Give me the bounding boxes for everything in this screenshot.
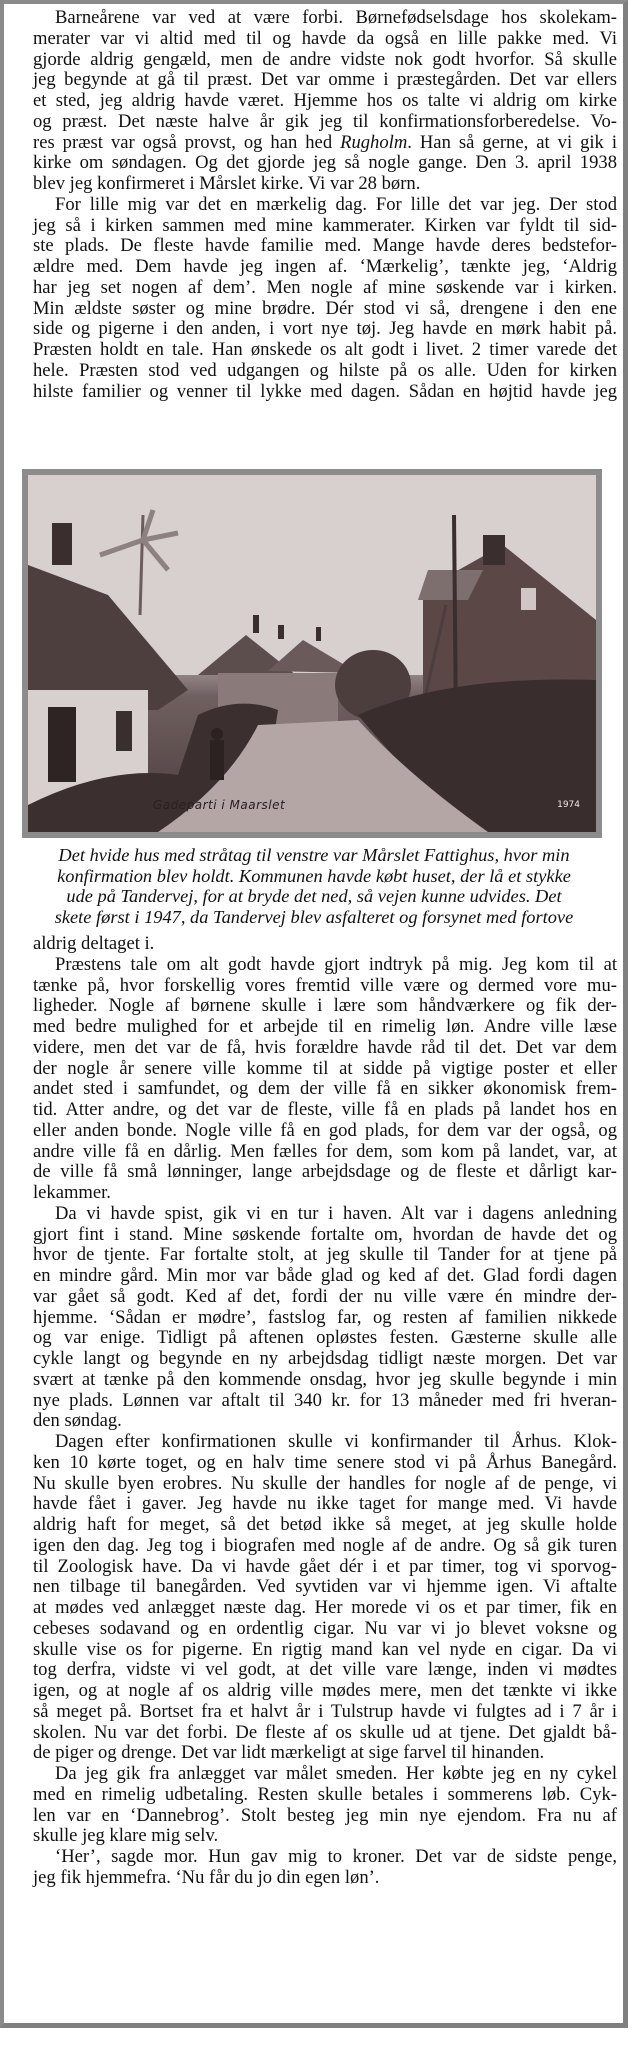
text-line: den søndag. bbox=[33, 1410, 122, 1432]
text-line: de ville få små lønninger, lange arbejdsdage og de fleste et dårligt kar- bbox=[33, 1161, 617, 1183]
text-line: side og pigerne i den anden, i vort nye tøj. Jeg havde en mørk habit på. bbox=[33, 318, 617, 340]
text-line: merater var vi altid med til og havde da også en lille pakke med. Vi bbox=[33, 27, 617, 49]
photo-mark: 1974 bbox=[557, 800, 580, 810]
chimney bbox=[483, 535, 505, 565]
text-line: ældre med. Dem havde jeg ingen af. ‘Mærkelig’, tænkte jeg, ‘Aldrig bbox=[33, 256, 617, 277]
window bbox=[521, 588, 536, 610]
body-text-top bbox=[33, 8, 617, 402]
text-line: så meget på. Bortset fra et halvt år i Tulstrup havde vi fulgtes ad i 7 år i bbox=[33, 1700, 617, 1722]
text-line: ‘Her’, sagde mor. Hun gav mig to kroner. Det var de sidste penge, bbox=[55, 1846, 617, 1867]
text-line: andet sted i samfundet, og dem der ville få en sikker økonomisk frem- bbox=[33, 1078, 617, 1100]
text-line: Barneårene var ved at være forbi. Børnefødselsdage hos skolekam- bbox=[55, 7, 617, 28]
text-line: igen, og at nogle af os aldrig ville mødes mere, men det tænkte vi ikke bbox=[33, 1680, 617, 1701]
text-line: blev jeg konfirmeret i Mårslet kirke. Vi var 28 børn. bbox=[33, 173, 421, 194]
text-segment: . Han så gerne, at vi gik i bbox=[407, 131, 618, 153]
text-line: eller anden bonde. Nogle ville få en god plads, for dem var der også, og bbox=[33, 1119, 617, 1141]
photo-frame bbox=[22, 469, 602, 838]
text-line: skulle jeg klare mig selv. bbox=[33, 1825, 219, 1847]
text-line: Præsten holdt en tale. Han ønskede os alt godt i livet. 2 timer varede det bbox=[33, 339, 617, 360]
text-line: Da vi havde spist, gik vi en tur i haven. Alt var i dagens anledning bbox=[55, 1202, 617, 1224]
window bbox=[116, 711, 132, 751]
door bbox=[48, 707, 76, 782]
text-line: med bedre mulighed for et arbejde til en rimelig løn. Andre ville læse bbox=[33, 1016, 617, 1037]
text-line: en mindre gård. Min mor var både glad og ked af det. Glad fordi dagen bbox=[33, 1265, 617, 1286]
text-line: gjorde aldrig gengæld, men de andre vidste nok godt hvorfor. Så skulle bbox=[33, 48, 617, 70]
text-line: har jeg set nogen af dem’. Men nogle af mine søskende var i kirken. bbox=[33, 276, 617, 298]
person-head bbox=[211, 728, 223, 740]
text-line: videre, men det var de få, hvis forældre havde råd til det. Det var dem bbox=[33, 1036, 617, 1058]
text-line: hilste familier og venner til lykke med dagen. Sådan en højtid havde jeg bbox=[33, 380, 617, 402]
text-line: nye plads. Lønnen var aftalt til 340 kr. for 13 måneder med fri hveran- bbox=[33, 1389, 617, 1411]
text-line: aldrig haft for meget, så det betød ikke så meget, at jeg skulle holde bbox=[33, 1514, 617, 1535]
text-line: et sted, jeg aldrig havde været. Hjemme hos os talte vi aldrig om kirke bbox=[33, 90, 617, 111]
text-line: hjemme. ‘Sådan er mødre’, fastslog far, og resten af familien nikkede bbox=[33, 1306, 617, 1328]
text-line: len var en ‘Dannebrog’. Stolt besteg jeg min nye ejendom. Fra nu af bbox=[33, 1804, 617, 1826]
caption-line: skete først i 1947, da Tandervej blev asfalteret og forsynet med fortove bbox=[54, 906, 574, 927]
body-text-bottom bbox=[33, 934, 617, 1889]
text-line: tid. Atter andre, og det var de fleste, ville få en plads på landet hos en bbox=[33, 1099, 617, 1120]
text-line: Min ældste søster og mine brødre. Dér stod vi så, drengene i den ene bbox=[33, 297, 617, 319]
text-line: nen tilbage til banegården. Ved syvtiden var vi hjemme igen. Vi aftalte bbox=[33, 1576, 617, 1598]
person-figure bbox=[210, 740, 224, 780]
text-line: jeg så i kirken sammen med mine kammerater. Kirken var fyldt til sid- bbox=[33, 214, 617, 236]
caption-line: ude på Tandervej, for at bryde det ned, så vejen kunne udvides. Det bbox=[66, 886, 562, 906]
italic-name: Rugholm bbox=[340, 131, 408, 153]
text-line: ste plads. De fleste havde familie med. Mange havde deres bedstefor- bbox=[33, 235, 617, 257]
text-line: svært at tænke på den kommende onsdag, hvor jeg skulle begynde i min bbox=[33, 1368, 617, 1390]
text-segment: res præst var også provst, og han hed bbox=[33, 131, 341, 153]
text-line: lekammer. bbox=[33, 1182, 111, 1203]
text-line: skolen. Nu var det forbi. De fleste af os skulle ud at tjene. Det gjaldt bå- bbox=[33, 1721, 617, 1743]
text-line: og var enige. Tidligt på aftenen opløstes festen. Gæsterne skulle alle bbox=[33, 1327, 617, 1349]
text-line: skulle vise os for pigerne. En rigtig mand kan vel nyde en cigar. Da vi bbox=[33, 1638, 617, 1660]
text-line: tænke på, hvor forskellig vores fremtid ville være og dermed vore mu- bbox=[33, 974, 617, 996]
text-line: med en rimelig udbetaling. Resten skulle betales i sommerens løb. Cyk- bbox=[33, 1783, 617, 1805]
text-line: jeg fik hjemmefra. ‘Nu får du jo din egen løn’. bbox=[33, 1866, 380, 1888]
photo-inscription: Gadeparti i Maarslet bbox=[153, 798, 286, 812]
text-line: andre ville få en dårlig. Men fælles for dem, som kom på landet, var, at bbox=[33, 1140, 617, 1162]
chimney bbox=[52, 523, 72, 565]
photo-illustration bbox=[28, 475, 596, 832]
text-line: til Zoologisk have. Da vi havde gået dér i et par timer, tog vi sporvog- bbox=[33, 1555, 617, 1577]
text-line: cebeses sodavand og en ordentlig cigar. Nu var vi jo blevet voksne og bbox=[33, 1617, 617, 1639]
text-line: ken 10 kørte toget, og en halv time senere stod vi på Århus Banegård. bbox=[33, 1451, 617, 1473]
chimney bbox=[253, 615, 259, 633]
text-line: Præstens tale om alt godt havde gjort indtryk på mig. Jeg kom til at bbox=[55, 953, 617, 975]
text-line: at mødes ved anlægget næste dag. Her morede vi os et par timer, fik en bbox=[33, 1597, 617, 1618]
text-line: aldrig deltaget i. bbox=[33, 933, 155, 954]
text-line bbox=[33, 133, 617, 154]
text-line: hele. Præsten stod ved udgangen og hilste på os alle. Uden for kirken bbox=[33, 359, 617, 381]
text-line: de piger og drenge. Det var lidt mærkeligt at sige farvel til hinanden. bbox=[33, 1742, 545, 1764]
text-line: var gået så godt. Ked af det, fordi der nu ville være én mindre der- bbox=[33, 1285, 617, 1307]
text-line: jeg begynde at gå til præst. Det var omme i præstegården. Det var ellers bbox=[33, 69, 617, 91]
text-line: igen den dag. Jeg tog i biografen med nogle af de andre. Og så gik turen bbox=[33, 1534, 617, 1556]
text-line: Nu skulle byen erobres. Nu skulle der handles for nogle af de penge, vi bbox=[33, 1472, 617, 1494]
text-line: gjort fint i stand. Mine søskende fortalte om, hvordan de havde det og bbox=[33, 1223, 617, 1245]
historic-street-photo bbox=[28, 475, 596, 832]
caption-line: Det hvide hus med stråtag til venstre var Mårslet Fattighus, hvor min bbox=[58, 845, 570, 865]
text-line: der nogle år senere ville komme til at sidde på vigtige poster et eller bbox=[33, 1057, 617, 1079]
text-line: og præst. Det næste halve år gik jeg til konfirmationsforberedelse. Vo- bbox=[33, 110, 617, 132]
chimney bbox=[316, 627, 321, 641]
caption-line: konfirmation blev holdt. Kommunen havde købt huset, der lå et stykke bbox=[57, 865, 571, 886]
text-line: ligheder. Nogle af børnene skulle i lære som håndværkere og fik der- bbox=[33, 995, 617, 1017]
chimney bbox=[278, 625, 284, 639]
text-line: Dagen efter konfirmationen skulle vi konfirmander til Århus. Klok- bbox=[55, 1431, 617, 1452]
text-line: tog derfra, vidste vi vel godt, at det ville vare længe, inden vi mødtes bbox=[33, 1659, 617, 1681]
text-line: kirke om søndagen. Og det gjorde jeg så nogle gange. Den 3. april 1938 bbox=[33, 152, 617, 174]
text-line: cykle langt og begynde en ny arbejdsdag tidligt næste morgen. Det var bbox=[33, 1348, 617, 1369]
photo-caption bbox=[26, 845, 602, 927]
text-line: For lille mig var det en mærkelig dag. For lille det var jeg. Der stod bbox=[55, 193, 617, 215]
text-line: hvor de tjente. Far fortalte stolt, at jeg skulle til Tander for at tjene på bbox=[33, 1244, 617, 1266]
text-line: Da jeg gik fra anlægget var målet smeden. Her købte jeg en ny cykel bbox=[55, 1763, 617, 1784]
text-line: havde fået i gaver. Jeg havde nu ikke taget for mange med. Vi havde bbox=[33, 1493, 617, 1515]
